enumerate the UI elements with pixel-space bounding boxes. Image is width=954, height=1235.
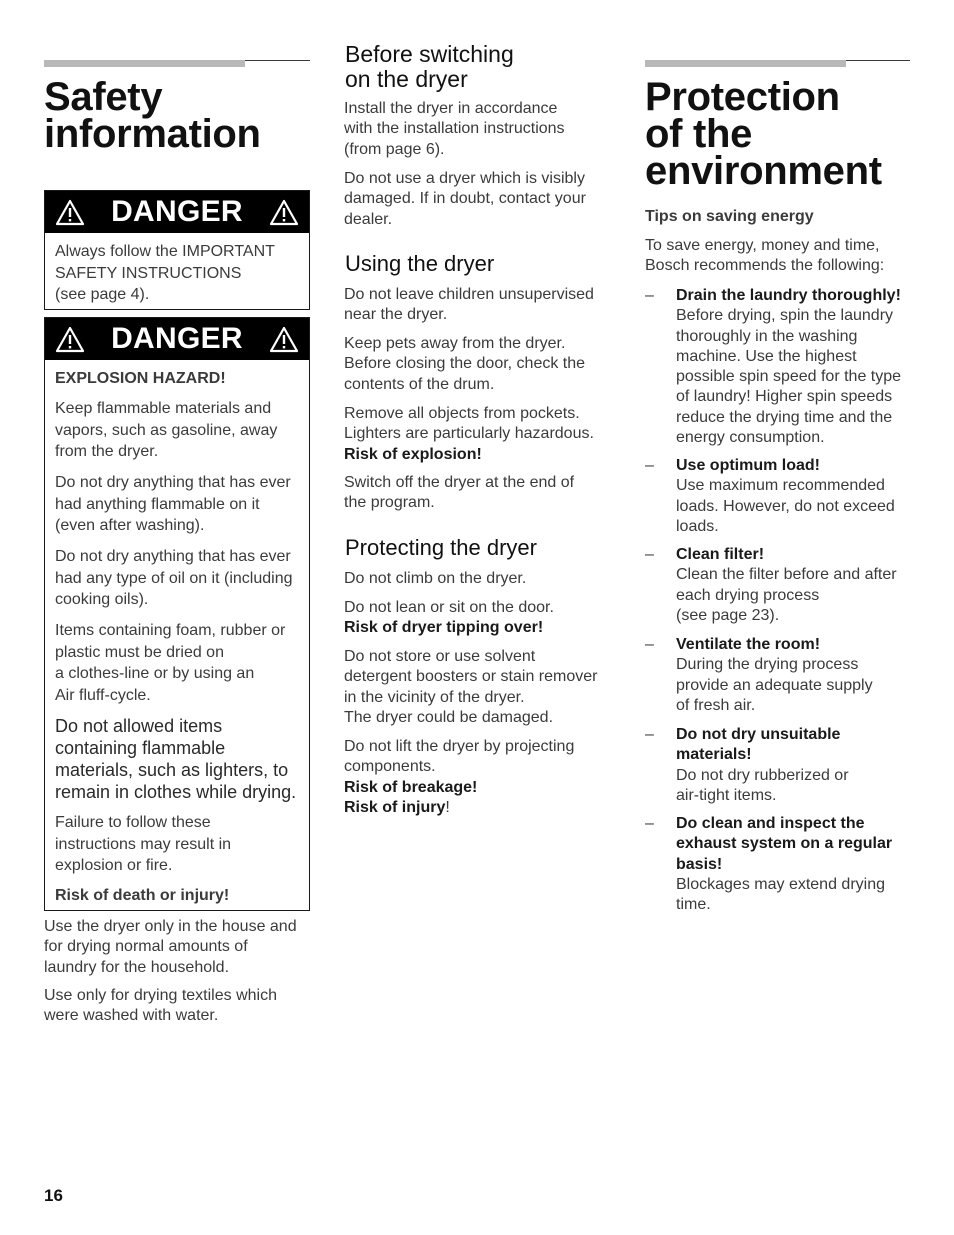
paragraph: Remove all objects from pockets. Lighters are particularly hazardous. Risk of explosion! <box>344 405 594 463</box>
danger-label: DANGER <box>111 195 243 228</box>
paragraph: Do not lean or sit on the door. Risk of dryer tipping over! <box>344 599 554 637</box>
danger-paragraph: Do not dry anything that has ever had anything flammable on it (even after washing). <box>55 474 291 535</box>
section-title-using: Using the dryer <box>345 251 495 276</box>
danger-header <box>45 318 309 360</box>
tips-heading: Tips on saving energy <box>645 208 814 225</box>
usage-paragraph: Use only for drying textiles which were washed with water. <box>44 987 277 1025</box>
section-title-environment: Protection of the environment <box>645 75 882 193</box>
warning-triangle-icon <box>269 325 299 353</box>
danger-header <box>45 191 309 233</box>
danger-box-explosion <box>44 317 310 911</box>
danger-paragraph: Items containing foam, rubber or plastic must be dried on a clothes-line or by using an Air fluff-cycle. <box>55 622 286 705</box>
danger-heading: EXPLOSION HAZARD! <box>55 370 226 387</box>
paragraph: Do not climb on the dryer. <box>344 570 527 587</box>
danger-text: Always follow the IMPORTANT SAFETY INSTRUCTIONS (see page 4). <box>55 243 275 304</box>
section-title-protecting: Protecting the dryer <box>345 535 537 560</box>
title-line: information <box>44 112 261 156</box>
paragraph: Do not lift the dryer by projecting components. Risk of breakage! Risk of injury! <box>344 738 575 816</box>
title-line: Safety <box>44 75 163 119</box>
section-rule <box>44 60 310 68</box>
paragraph: Install the dryer in accordance with the installation instructions (from page 6). <box>344 100 565 158</box>
paragraph: Keep pets away from the dryer. Before closing the door, check the contents of the drum. <box>344 335 586 393</box>
danger-box-important <box>44 190 310 310</box>
section-rule <box>645 60 910 68</box>
paragraph: Do not leave children unsupervised near the dryer. <box>344 286 594 324</box>
warning-triangle-icon <box>269 198 299 226</box>
paragraph: Do not store or use solvent detergent boosters or stain remover in the vicinity of the dryer. The dryer could be damaged. <box>344 648 598 726</box>
danger-label: DANGER <box>111 322 243 355</box>
page-number: 16 <box>44 1186 63 1205</box>
danger-footer: Risk of death or injury! <box>55 887 230 904</box>
page-title <box>44 75 261 156</box>
paragraph: To save energy, money and time, Bosch recommends the following: <box>645 237 885 275</box>
section-title-before: Before switching on the dryer <box>345 41 514 92</box>
danger-paragraph: Do not dry anything that has ever had any type of oil on it (including cooking oils). <box>55 548 293 609</box>
paragraph: Do not use a dryer which is visibly damaged. If in doubt, contact your dealer. <box>344 170 586 228</box>
paragraph: Switch off the dryer at the end of the program. <box>344 474 575 512</box>
usage-paragraph: Use the dryer only in the house and for drying normal amounts of laundry for the household. <box>44 918 297 976</box>
danger-paragraph: Keep flammable materials and vapors, such as gasoline, away from the dryer. <box>55 400 278 461</box>
danger-paragraph: Failure to follow these instructions may result in explosion or fire. <box>55 814 232 875</box>
danger-paragraph-large: Do not allowed items containing flammable materials, such as lighters, to remain in clothes while drying. <box>55 716 297 802</box>
